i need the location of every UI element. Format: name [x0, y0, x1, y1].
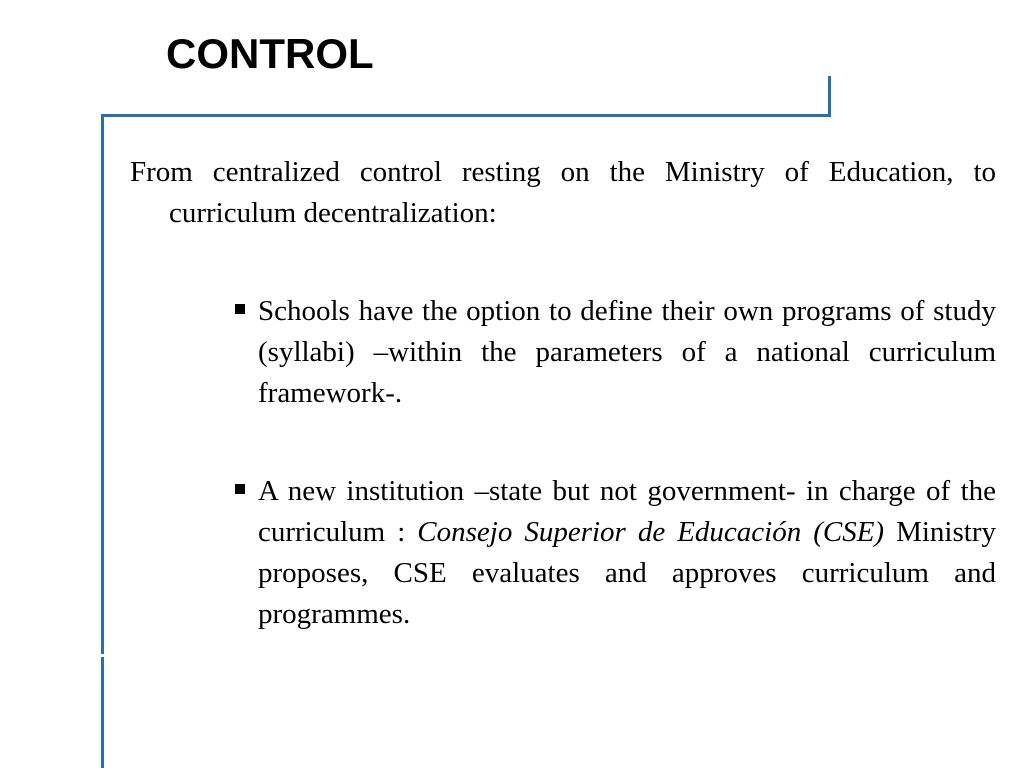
- bullet-text-after: Ministry proposes, CSE evaluates and approves curriculum and programmes.: [258, 516, 996, 630]
- intro-paragraph: From centralized control resting on the Ministry of Education, to curriculum decentralization:: [130, 156, 996, 229]
- bullet-text: Schools have the option to define their own programs of study (syllabi) –within the parameters of a national curriculum framework-.: [258, 295, 996, 409]
- bullet-item-schools: [258, 291, 996, 414]
- square-bullet-icon: [235, 484, 245, 494]
- square-bullet-icon: [235, 304, 245, 314]
- bullet-item-new-institution: [258, 471, 996, 635]
- bullet-list: [130, 291, 996, 635]
- institution-name: Consejo Superior de Educación (CSE): [417, 516, 885, 548]
- bullet-text-before: A new institution –state but not government- in charge of the curriculum :: [258, 475, 996, 548]
- slide-title: CONTROL: [166, 30, 374, 77]
- left-border-rule-lower: [101, 657, 104, 768]
- title-rule-end-tick: [828, 76, 831, 116]
- slide-body: [130, 152, 996, 635]
- title-underline-rule: [101, 114, 831, 117]
- left-border-rule-upper: [101, 114, 104, 654]
